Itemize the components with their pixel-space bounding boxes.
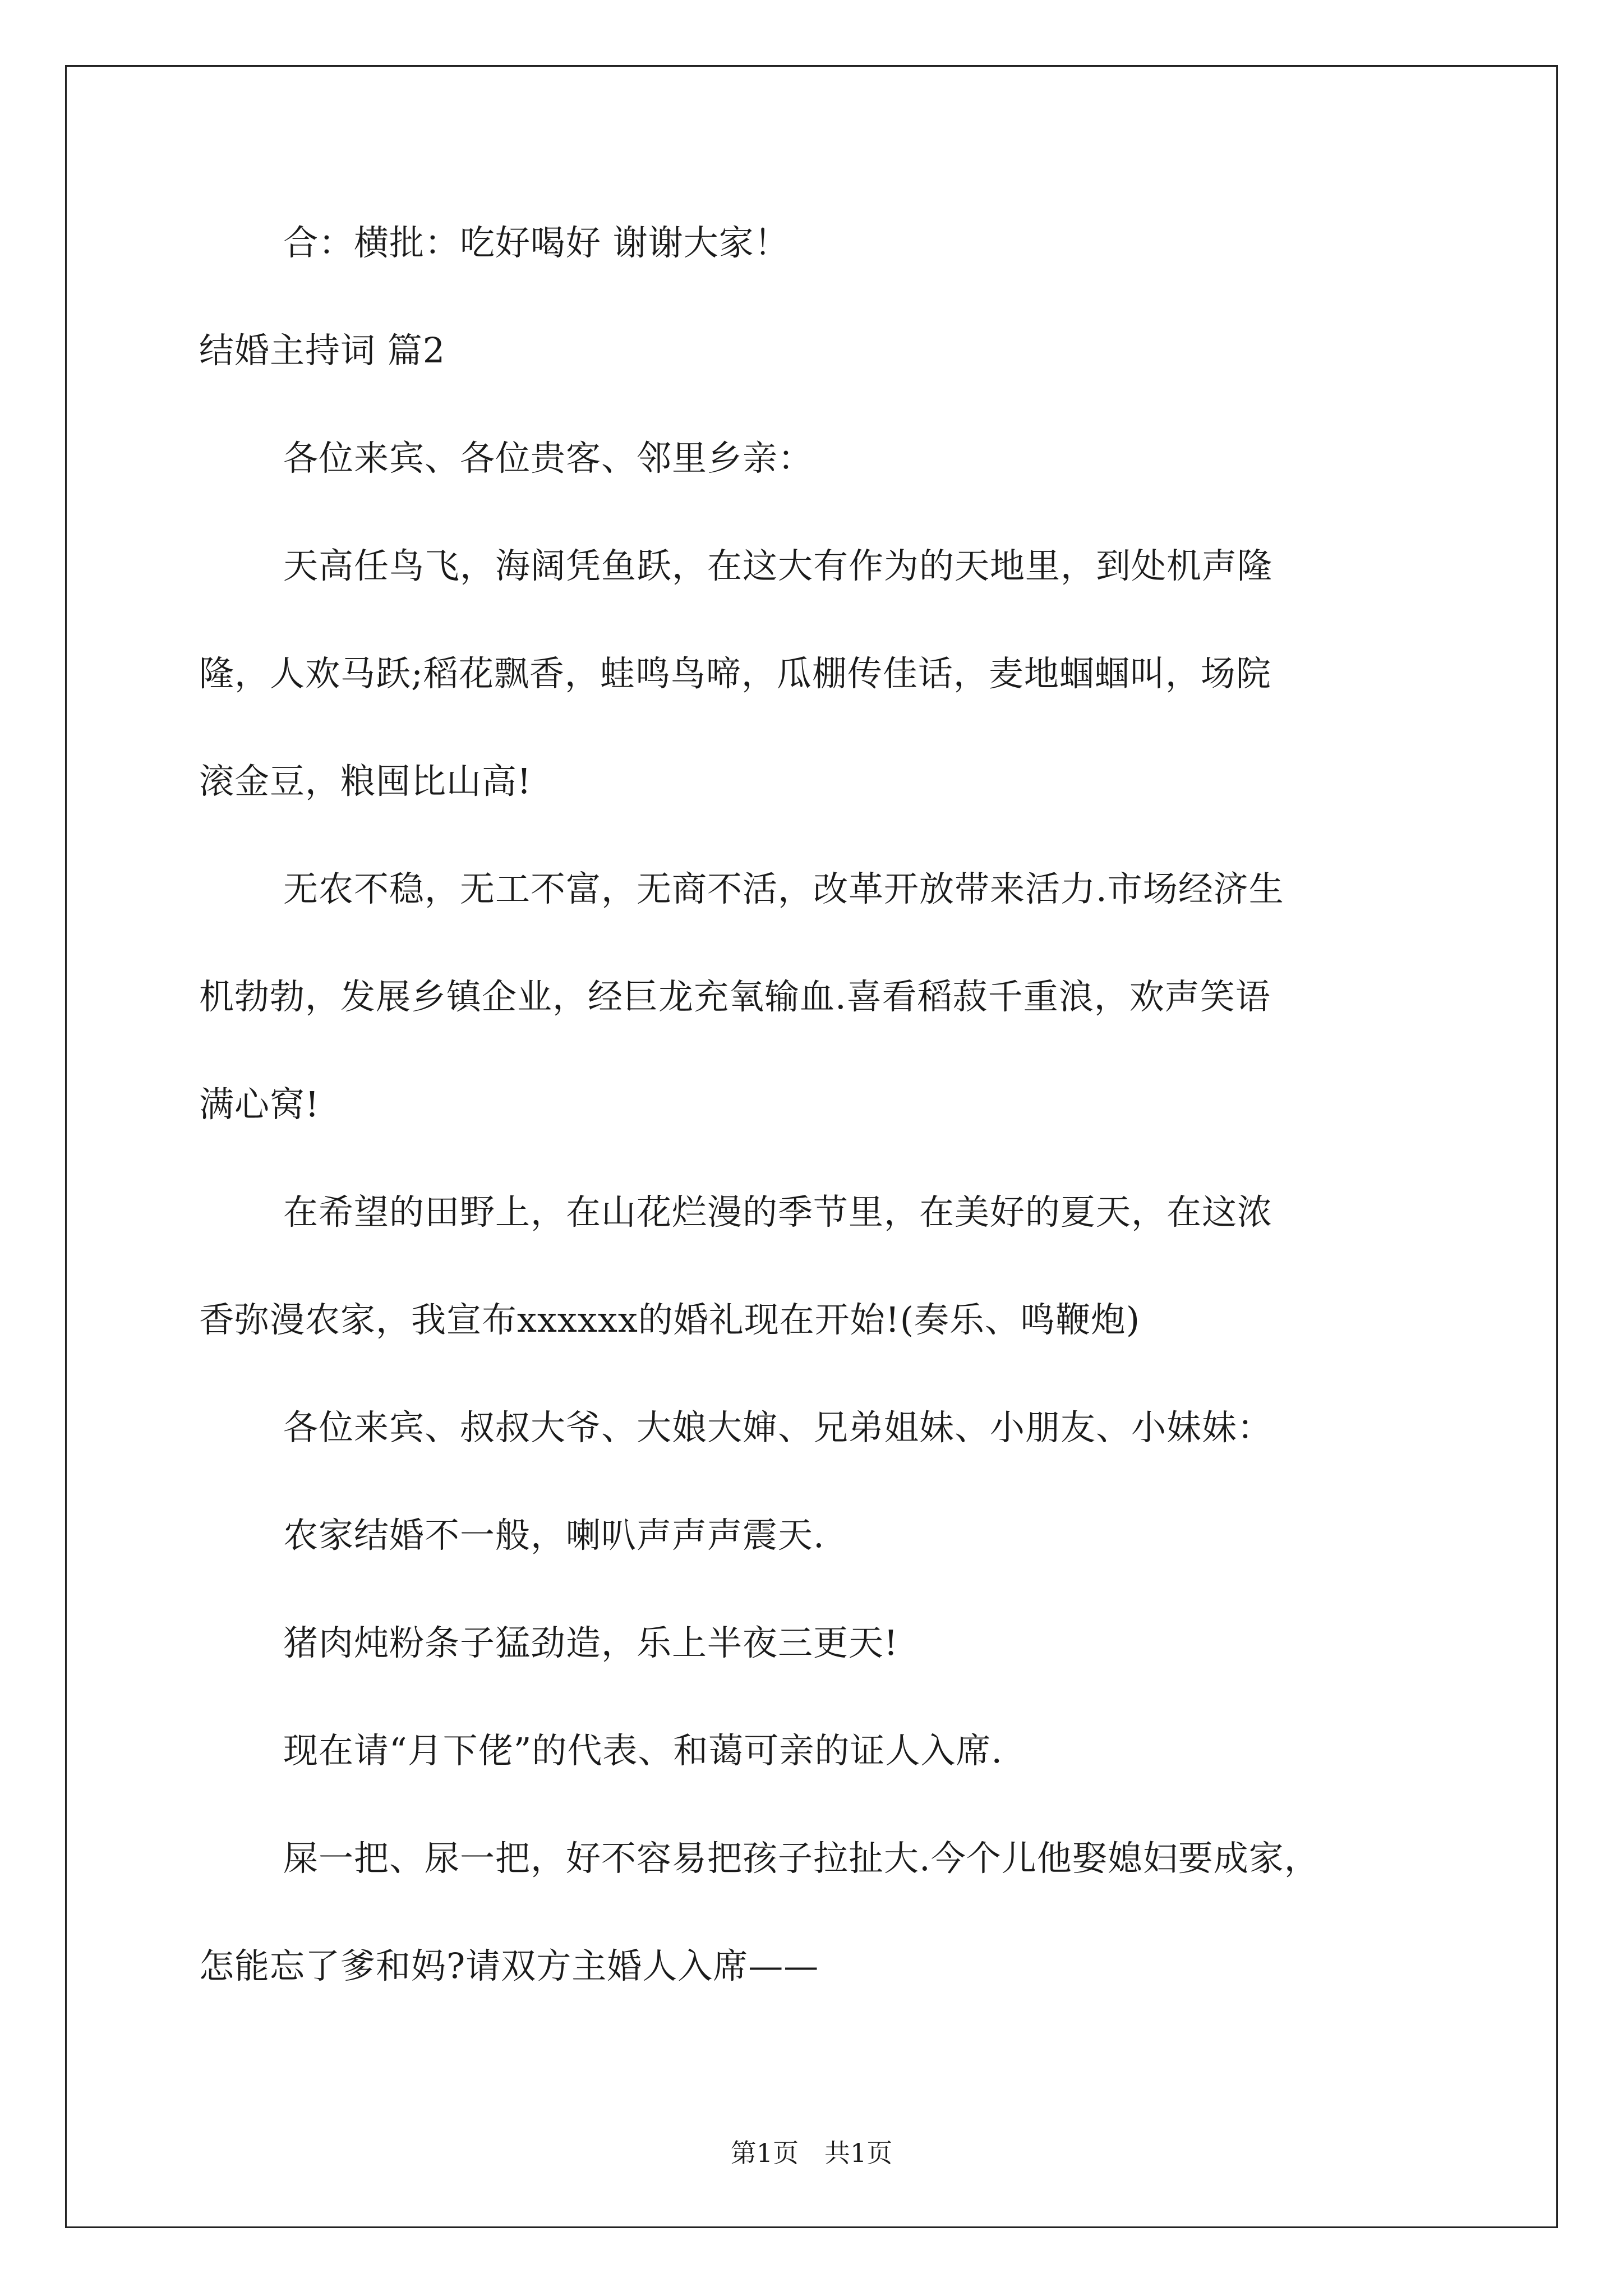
text-line: 各位来宾、各位贵客、邻里乡亲：: [283, 438, 814, 478]
text-line: 天高任鸟飞，海阔凭鱼跃，在这大有作为的天地里，到处机声隆: [283, 545, 1273, 586]
text-line: 各位来宾、叔叔大爷、大娘大婶、兄弟姐妹、小朋友、小妹妹：: [283, 1407, 1273, 1448]
text-line: 滚金豆，粮囤比山高!: [199, 761, 532, 802]
document-body: [199, 216, 1433, 1993]
text-line: 香弥漫农家，我宣布xxxxxx的婚礼现在开始!(奏乐、鸣鞭炮): [199, 1299, 1141, 1340]
text-line: 满心窝!: [199, 1084, 320, 1125]
text-line: 机勃勃，发展乡镇企业，经巨龙充氧输血.喜看稻菽千重浪，欢声笑语: [199, 976, 1271, 1017]
text-line: 现在请“月下佬”的代表、和蔼可亲的证人入席.: [283, 1730, 1003, 1771]
section-heading: 结婚主持词 篇2: [199, 330, 446, 371]
page-footer: 第1页 共1页: [730, 2138, 893, 2168]
text-line: 无农不稳，无工不富，无商不活，改革开放带来活力.市场经济生: [283, 868, 1284, 909]
text-line: 怎能忘了爹和妈?请双方主婚人入席——: [199, 1945, 819, 1986]
text-line: 猪肉炖粉条子猛劲造，乐上半夜三更天!: [283, 1622, 898, 1663]
text-line: 隆，人欢马跃;稻花飘香，蛙鸣鸟啼，瓜棚传佳话，麦地蝈蝈叫，场院: [199, 653, 1271, 694]
text-line: 合：横批：吃好喝好 谢谢大家！: [283, 222, 790, 263]
text-line: 农家结婚不一般，喇叭声声声震天.: [283, 1515, 825, 1556]
text-line: 在希望的田野上，在山花烂漫的季节里，在美好的夏天，在这浓: [283, 1191, 1273, 1232]
text-line: 屎一把、尿一把，好不容易把孩子拉扯大.今个儿他娶媳妇要成家，: [283, 1838, 1320, 1879]
